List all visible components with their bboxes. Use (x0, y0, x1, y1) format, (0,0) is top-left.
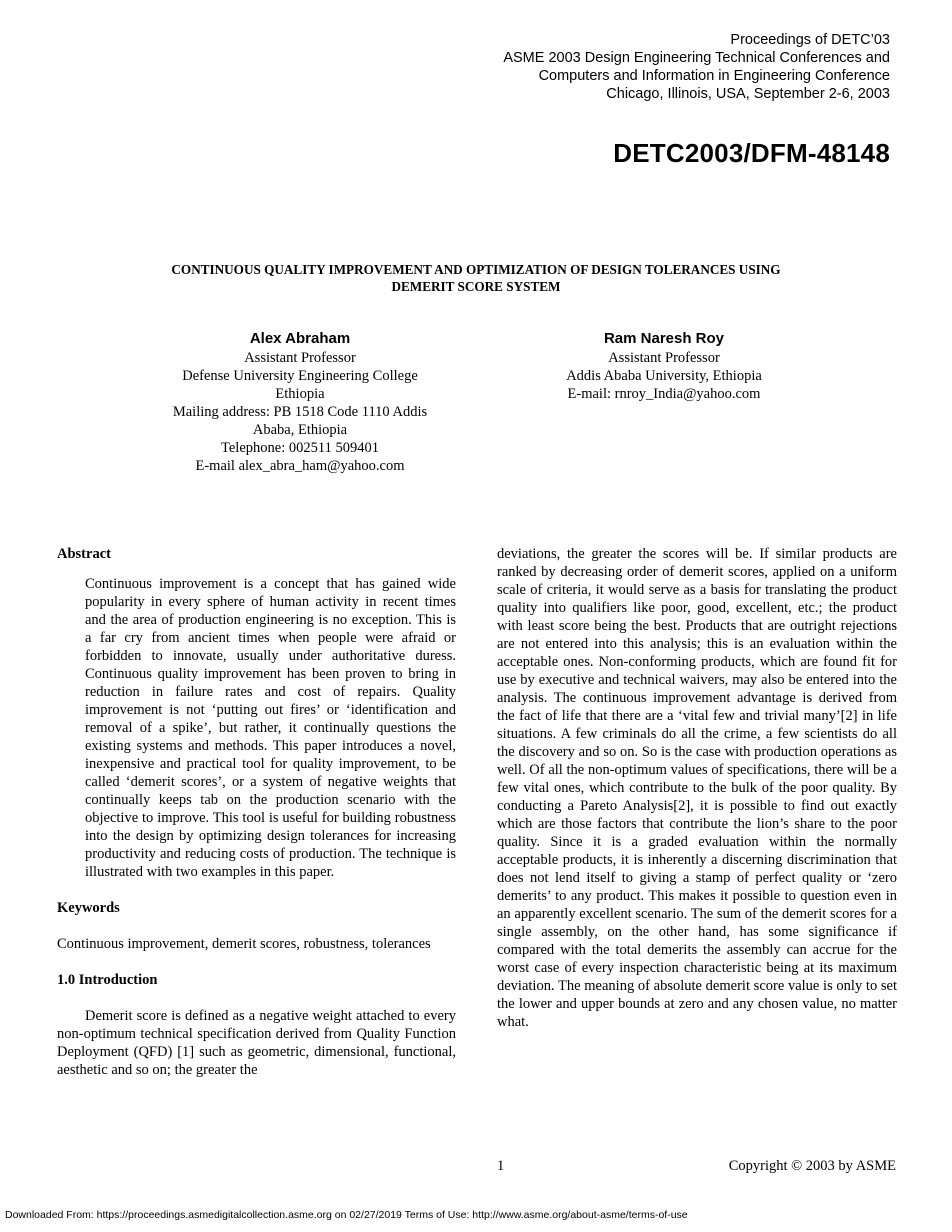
author-affiliation-line: Defense University Engineering College (182, 368, 418, 384)
introduction-heading: 1.0 Introduction (57, 972, 158, 988)
author-affiliation-line: Ethiopia (275, 386, 325, 402)
paper-title (100, 261, 852, 295)
author-affiliation-line: Addis Ababa University, Ethiopia (566, 368, 762, 384)
author-name: Alex Abraham (249, 330, 351, 347)
author-email: E-mail: rnroy_India@yahoo.com (567, 386, 761, 402)
author-name: Ram Naresh Roy (603, 330, 725, 347)
author-affiliation-line: Assistant Professor (244, 350, 356, 366)
copyright-notice: Copyright © 2003 by ASME (728, 1158, 896, 1174)
abstract-heading: Abstract (57, 546, 111, 562)
paper-id: DETC2003/DFM-48148 (613, 138, 890, 168)
author-affiliation-line: Mailing address: PB 1518 Code 1110 Addis (172, 404, 428, 420)
author-email: E-mail alex_abra_ham@yahoo.com (195, 458, 405, 474)
conference-line: Chicago, Illinois, USA, September 2-6, 2003 (606, 86, 890, 102)
keywords-body: Continuous improvement, demerit scores, robustness, tolerances (57, 936, 431, 952)
author-block-1 (150, 330, 450, 475)
keywords-heading: Keywords (57, 900, 120, 916)
right-column (497, 545, 897, 1031)
download-footer: Downloaded From: https://proceedings.asmedigitalcollection.asme.org on 02/27/2019 Terms of Use: http://www.asme.org/about-asme/terms-of-use (5, 1209, 688, 1221)
introduction-body-right: deviations, the greater the scores will be. If similar products are ranked by decreasing order of demerit scores, applied on a uniform scale of criteria, it would serve as a basis for translating the product quality into qualifiers like poor, good, excellent, etc.; the product with least score being the best. Products that are outright rejections are not entered into this analysis; this is an evaluation within the acceptable ones. Non-conforming products, which are found fit for use by executive and technical waivers, may also be entered into the analysis. The continuous improvement advantage is derived from the fact of life that there are a ‘vital few and trivial many’[2] in life situations. A few criminals do all the crime, a few scientists do all the discovery and so on. So is the case with production operations as well. Of all the non-optimum values of specifications, there will be a few vital ones, which contribute to the bulk of the poor quality. By conducting a Pareto Analysis[2], it is possible to find out exactly which are those factors that contribute the lion’s share to the poor quality. Since it is a graded evaluation within the normally acceptable products, it is inherently a discerning discrimination that does not lend itself to giving a stamp of perfect quality or ‘zero demerits’ to any product. This makes it possible to question even in an apparently excellent scenario. The sum of the demerit scores for a single assembly, on the other hand, has some significance if compared with the total demerits the assembly can accrue for the worst case of every inspection characteristic being at its maximum deviation. The meaning of absolute demerit score value is only to set the lower and upper bounds at zero and any chosen value, no matter what. (497, 546, 897, 1030)
author-affiliation-line: Ababa, Ethiopia (252, 422, 348, 438)
conference-line: Computers and Information in Engineering Conference (538, 68, 890, 84)
introduction-body-left: Demerit score is defined as a negative weight attached to every non-optimum technical specification derived from Quality Function Deployment (QFD) [1] such as geometric, dimensional, functional, aesthetic and so on; the greater the (57, 1008, 456, 1078)
conference-header (330, 31, 890, 103)
left-column (57, 545, 456, 1079)
page-number: 1 (497, 1158, 505, 1174)
author-affiliation-line: Assistant Professor (608, 350, 720, 366)
abstract-body: Continuous improvement is a concept that has gained wide popularity in every sphere of human activity in recent times and the area of production engineering is no exception. This is a far cry from ancient times when people were afraid or forbidden to innovate, usually under authoritative duress. Continuous quality improvement has been proven to bring in reduction in failure rates and cost of repairs. Quality improvement is not ‘putting out fires’ or ‘identification and removal of a spike’, but rather, it continually questions the existing systems and methods. This paper introduces a novel, inexpensive and practical tool for quality improvement, to be called ‘demerit scores’, or a system of negative weights that continually keeps tab on the production scenario with the objective to improve. This tool is useful for building robustness into the design by optimizing design tolerances for increasing productivity and reducing costs of production. The technique is illustrated with two examples in this paper. (85, 576, 456, 880)
paper-title-line: DEMERIT SCORE SYSTEM (391, 279, 561, 294)
author-block-2 (534, 330, 794, 403)
conference-line: Proceedings of DETC’03 (730, 32, 890, 48)
conference-line: ASME 2003 Design Engineering Technical Conferences and (503, 50, 890, 66)
author-affiliation-line: Telephone: 002511 509401 (221, 440, 379, 456)
paper-title-line: CONTINUOUS QUALITY IMPROVEMENT AND OPTIMIZATION OF DESIGN TOLERANCES USING (171, 262, 781, 277)
